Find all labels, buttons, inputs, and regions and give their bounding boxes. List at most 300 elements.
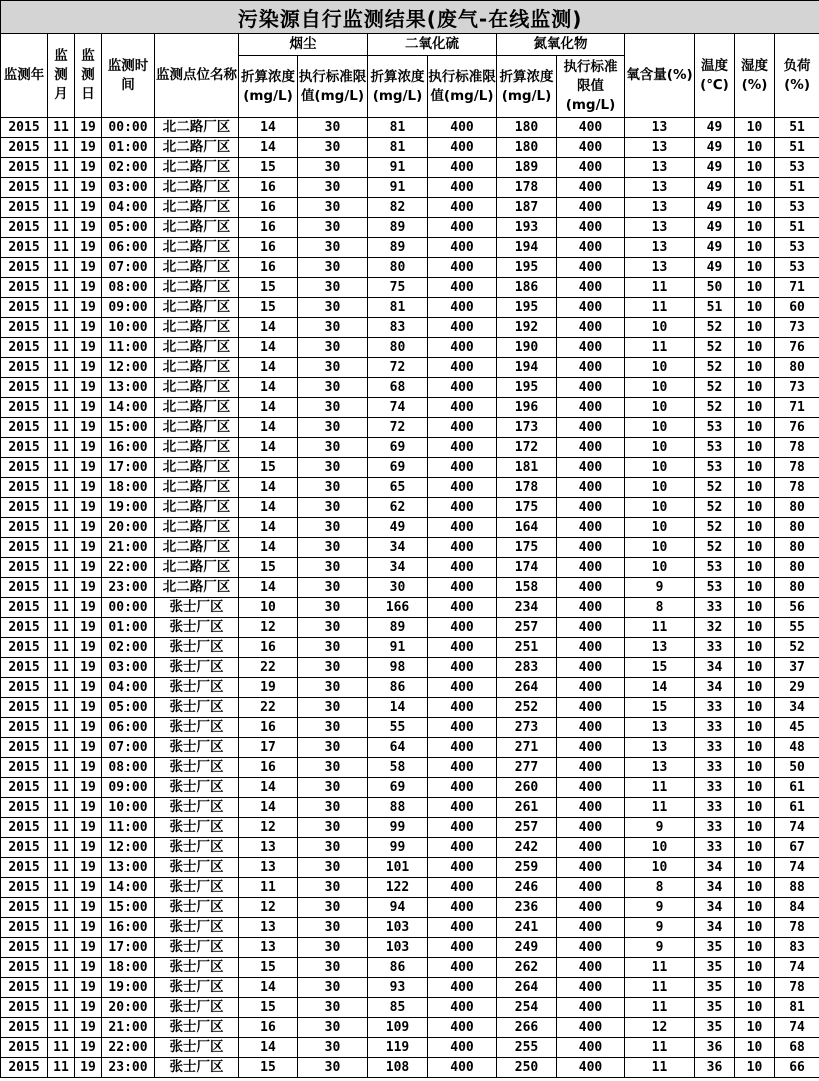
cell-smoke-limit: 30 [298, 258, 368, 278]
table-row [1, 238, 819, 258]
cell-nox-conc: 259 [497, 858, 557, 878]
cell-location: 北二路厂区 [155, 338, 239, 358]
cell-day: 19 [75, 318, 102, 338]
cell-so2-limit: 400 [428, 978, 497, 998]
cell-humidity: 10 [735, 958, 775, 978]
cell-humidity: 10 [735, 338, 775, 358]
cell-day: 19 [75, 638, 102, 658]
cell-year: 2015 [1, 718, 48, 738]
cell-year: 2015 [1, 938, 48, 958]
cell-oxygen: 13 [625, 638, 695, 658]
cell-smoke-conc: 10 [239, 598, 298, 618]
cell-day: 19 [75, 518, 102, 538]
cell-smoke-conc: 14 [239, 318, 298, 338]
cell-oxygen: 11 [625, 978, 695, 998]
cell-smoke-limit: 30 [298, 418, 368, 438]
cell-so2-limit: 400 [428, 1038, 497, 1058]
cell-location: 北二路厂区 [155, 358, 239, 378]
cell-humidity: 10 [735, 458, 775, 478]
cell-nox-conc: 250 [497, 1058, 557, 1078]
cell-humidity: 10 [735, 758, 775, 778]
cell-load: 74 [775, 818, 819, 838]
table-row [1, 338, 819, 358]
cell-location: 张士厂区 [155, 1038, 239, 1058]
cell-so2-limit: 400 [428, 938, 497, 958]
cell-nox-limit: 400 [557, 358, 625, 378]
cell-so2-limit: 400 [428, 238, 497, 258]
table-row [1, 738, 819, 758]
cell-oxygen: 10 [625, 438, 695, 458]
table-row [1, 898, 819, 918]
cell-load: 78 [775, 918, 819, 938]
cell-so2-limit: 400 [428, 318, 497, 338]
cell-smoke-limit: 30 [298, 538, 368, 558]
cell-time: 22:00 [102, 558, 155, 578]
cell-oxygen: 10 [625, 358, 695, 378]
cell-load: 66 [775, 1058, 819, 1078]
cell-smoke-conc: 14 [239, 978, 298, 998]
cell-so2-conc: 86 [368, 958, 428, 978]
cell-smoke-conc: 14 [239, 478, 298, 498]
cell-so2-limit: 400 [428, 1018, 497, 1038]
cell-nox-limit: 400 [557, 818, 625, 838]
cell-oxygen: 10 [625, 858, 695, 878]
table-row [1, 498, 819, 518]
cell-time: 10:00 [102, 318, 155, 338]
cell-year: 2015 [1, 298, 48, 318]
cell-load: 53 [775, 238, 819, 258]
cell-location: 北二路厂区 [155, 438, 239, 458]
cell-day: 19 [75, 898, 102, 918]
cell-time: 14:00 [102, 878, 155, 898]
cell-temperature: 52 [695, 478, 735, 498]
cell-so2-limit: 400 [428, 1058, 497, 1078]
table-row [1, 1038, 819, 1058]
cell-humidity: 10 [735, 598, 775, 618]
table-title: 污染源自行监测结果(废气-在线监测) [1, 1, 819, 34]
cell-nox-conc: 189 [497, 158, 557, 178]
cell-oxygen: 9 [625, 818, 695, 838]
cell-nox-limit: 400 [557, 638, 625, 658]
cell-nox-limit: 400 [557, 238, 625, 258]
cell-month: 11 [48, 478, 75, 498]
cell-so2-conc: 69 [368, 458, 428, 478]
cell-smoke-conc: 13 [239, 858, 298, 878]
cell-year: 2015 [1, 498, 48, 518]
cell-temperature: 33 [695, 758, 735, 778]
cell-oxygen: 11 [625, 298, 695, 318]
cell-temperature: 53 [695, 438, 735, 458]
cell-year: 2015 [1, 518, 48, 538]
cell-smoke-conc: 16 [239, 638, 298, 658]
cell-month: 11 [48, 518, 75, 538]
cell-temperature: 52 [695, 398, 735, 418]
cell-smoke-conc: 14 [239, 398, 298, 418]
cell-humidity: 10 [735, 178, 775, 198]
cell-oxygen: 11 [625, 998, 695, 1018]
cell-load: 53 [775, 198, 819, 218]
cell-temperature: 52 [695, 498, 735, 518]
cell-year: 2015 [1, 158, 48, 178]
cell-oxygen: 10 [625, 418, 695, 438]
cell-day: 19 [75, 958, 102, 978]
table-row [1, 298, 819, 318]
cell-day: 19 [75, 938, 102, 958]
cell-humidity: 10 [735, 738, 775, 758]
cell-temperature: 34 [695, 898, 735, 918]
cell-time: 11:00 [102, 338, 155, 358]
cell-smoke-limit: 30 [298, 478, 368, 498]
cell-day: 19 [75, 658, 102, 678]
cell-temperature: 33 [695, 798, 735, 818]
cell-smoke-conc: 19 [239, 678, 298, 698]
cell-time: 21:00 [102, 1018, 155, 1038]
cell-oxygen: 13 [625, 118, 695, 138]
cell-nox-limit: 400 [557, 658, 625, 678]
cell-smoke-limit: 30 [298, 298, 368, 318]
cell-load: 80 [775, 538, 819, 558]
cell-month: 11 [48, 738, 75, 758]
cell-smoke-limit: 30 [298, 158, 368, 178]
cell-smoke-conc: 16 [239, 758, 298, 778]
cell-month: 11 [48, 858, 75, 878]
cell-location: 北二路厂区 [155, 378, 239, 398]
cell-location: 北二路厂区 [155, 278, 239, 298]
header-so2-conc: 折算浓度(mg/L) [368, 56, 428, 118]
cell-day: 19 [75, 378, 102, 398]
cell-smoke-limit: 30 [298, 718, 368, 738]
cell-smoke-limit: 30 [298, 498, 368, 518]
cell-nox-limit: 400 [557, 798, 625, 818]
cell-load: 71 [775, 398, 819, 418]
cell-nox-limit: 400 [557, 518, 625, 538]
cell-time: 20:00 [102, 998, 155, 1018]
cell-so2-limit: 400 [428, 738, 497, 758]
cell-time: 15:00 [102, 898, 155, 918]
cell-smoke-conc: 16 [239, 218, 298, 238]
cell-time: 18:00 [102, 958, 155, 978]
cell-nox-conc: 254 [497, 998, 557, 1018]
cell-humidity: 10 [735, 558, 775, 578]
header-time: 监测时间 [102, 34, 155, 118]
cell-smoke-conc: 12 [239, 898, 298, 918]
cell-nox-conc: 277 [497, 758, 557, 778]
cell-smoke-conc: 14 [239, 358, 298, 378]
cell-nox-limit: 400 [557, 138, 625, 158]
cell-load: 51 [775, 218, 819, 238]
cell-nox-conc: 246 [497, 878, 557, 898]
cell-time: 18:00 [102, 478, 155, 498]
cell-day: 19 [75, 878, 102, 898]
cell-year: 2015 [1, 178, 48, 198]
cell-location: 北二路厂区 [155, 538, 239, 558]
cell-day: 19 [75, 238, 102, 258]
cell-day: 19 [75, 858, 102, 878]
cell-oxygen: 14 [625, 678, 695, 698]
cell-so2-limit: 400 [428, 878, 497, 898]
cell-time: 04:00 [102, 678, 155, 698]
cell-load: 74 [775, 958, 819, 978]
cell-load: 53 [775, 258, 819, 278]
cell-day: 19 [75, 278, 102, 298]
cell-location: 张士厂区 [155, 678, 239, 698]
cell-day: 19 [75, 298, 102, 318]
cell-month: 11 [48, 658, 75, 678]
cell-temperature: 33 [695, 698, 735, 718]
cell-nox-limit: 400 [557, 598, 625, 618]
cell-nox-limit: 400 [557, 678, 625, 698]
cell-temperature: 33 [695, 598, 735, 618]
cell-so2-limit: 400 [428, 678, 497, 698]
cell-nox-conc: 257 [497, 818, 557, 838]
cell-time: 06:00 [102, 718, 155, 738]
cell-humidity: 10 [735, 478, 775, 498]
cell-load: 73 [775, 318, 819, 338]
cell-location: 北二路厂区 [155, 238, 239, 258]
cell-smoke-conc: 12 [239, 618, 298, 638]
cell-nox-conc: 194 [497, 238, 557, 258]
cell-year: 2015 [1, 958, 48, 978]
cell-temperature: 49 [695, 218, 735, 238]
cell-oxygen: 10 [625, 378, 695, 398]
cell-smoke-limit: 30 [298, 558, 368, 578]
cell-nox-limit: 400 [557, 298, 625, 318]
cell-nox-limit: 400 [557, 458, 625, 478]
cell-so2-conc: 82 [368, 198, 428, 218]
cell-year: 2015 [1, 838, 48, 858]
cell-time: 05:00 [102, 698, 155, 718]
cell-so2-limit: 400 [428, 718, 497, 738]
cell-location: 北二路厂区 [155, 198, 239, 218]
cell-location: 北二路厂区 [155, 318, 239, 338]
cell-load: 51 [775, 118, 819, 138]
table-row [1, 658, 819, 678]
cell-temperature: 33 [695, 738, 735, 758]
cell-year: 2015 [1, 538, 48, 558]
cell-load: 78 [775, 438, 819, 458]
cell-location: 张士厂区 [155, 918, 239, 938]
cell-so2-limit: 400 [428, 398, 497, 418]
cell-day: 19 [75, 618, 102, 638]
cell-so2-conc: 30 [368, 578, 428, 598]
cell-year: 2015 [1, 798, 48, 818]
cell-nox-conc: 264 [497, 678, 557, 698]
cell-time: 08:00 [102, 758, 155, 778]
cell-so2-conc: 34 [368, 558, 428, 578]
cell-so2-limit: 400 [428, 338, 497, 358]
cell-load: 50 [775, 758, 819, 778]
cell-nox-limit: 400 [557, 878, 625, 898]
header-day: 监测日 [75, 34, 102, 118]
cell-year: 2015 [1, 658, 48, 678]
cell-smoke-limit: 30 [298, 678, 368, 698]
cell-humidity: 10 [735, 898, 775, 918]
cell-so2-conc: 14 [368, 698, 428, 718]
cell-nox-limit: 400 [557, 198, 625, 218]
cell-smoke-limit: 30 [298, 938, 368, 958]
cell-humidity: 10 [735, 198, 775, 218]
cell-location: 张士厂区 [155, 858, 239, 878]
cell-month: 11 [48, 118, 75, 138]
cell-location: 张士厂区 [155, 838, 239, 858]
cell-oxygen: 10 [625, 558, 695, 578]
cell-location: 张士厂区 [155, 778, 239, 798]
cell-location: 张士厂区 [155, 878, 239, 898]
cell-location: 北二路厂区 [155, 478, 239, 498]
cell-temperature: 33 [695, 778, 735, 798]
cell-month: 11 [48, 378, 75, 398]
cell-so2-limit: 400 [428, 258, 497, 278]
cell-so2-limit: 400 [428, 438, 497, 458]
table-row [1, 358, 819, 378]
cell-smoke-limit: 30 [298, 238, 368, 258]
cell-nox-conc: 178 [497, 178, 557, 198]
cell-month: 11 [48, 598, 75, 618]
cell-load: 83 [775, 938, 819, 958]
cell-day: 19 [75, 718, 102, 738]
header-humidity: 湿度(%) [735, 34, 775, 118]
cell-month: 11 [48, 538, 75, 558]
cell-nox-conc: 195 [497, 298, 557, 318]
cell-smoke-conc: 14 [239, 338, 298, 358]
cell-year: 2015 [1, 238, 48, 258]
cell-year: 2015 [1, 258, 48, 278]
cell-smoke-limit: 30 [298, 398, 368, 418]
header-month: 监测月 [48, 34, 75, 118]
cell-humidity: 10 [735, 698, 775, 718]
cell-nox-conc: 192 [497, 318, 557, 338]
cell-year: 2015 [1, 918, 48, 938]
cell-nox-limit: 400 [557, 758, 625, 778]
cell-humidity: 10 [735, 118, 775, 138]
cell-nox-limit: 400 [557, 1018, 625, 1038]
cell-temperature: 36 [695, 1058, 735, 1078]
cell-so2-conc: 72 [368, 418, 428, 438]
cell-so2-limit: 400 [428, 958, 497, 978]
cell-smoke-limit: 30 [298, 198, 368, 218]
cell-temperature: 35 [695, 958, 735, 978]
cell-load: 74 [775, 1018, 819, 1038]
cell-day: 19 [75, 558, 102, 578]
cell-year: 2015 [1, 778, 48, 798]
cell-load: 51 [775, 178, 819, 198]
cell-time: 16:00 [102, 438, 155, 458]
cell-nox-conc: 181 [497, 458, 557, 478]
cell-so2-limit: 400 [428, 698, 497, 718]
cell-location: 北二路厂区 [155, 158, 239, 178]
cell-nox-conc: 172 [497, 438, 557, 458]
cell-year: 2015 [1, 118, 48, 138]
cell-location: 北二路厂区 [155, 578, 239, 598]
cell-smoke-limit: 30 [298, 998, 368, 1018]
header-oxygen: 氧含量(%) [625, 34, 695, 118]
cell-day: 19 [75, 738, 102, 758]
cell-nox-conc: 195 [497, 378, 557, 398]
cell-humidity: 10 [735, 978, 775, 998]
table-row [1, 1018, 819, 1038]
cell-oxygen: 10 [625, 538, 695, 558]
cell-month: 11 [48, 1018, 75, 1038]
cell-temperature: 49 [695, 118, 735, 138]
cell-humidity: 10 [735, 918, 775, 938]
cell-year: 2015 [1, 378, 48, 398]
cell-month: 11 [48, 358, 75, 378]
cell-month: 11 [48, 698, 75, 718]
cell-month: 11 [48, 578, 75, 598]
cell-smoke-conc: 13 [239, 918, 298, 938]
cell-oxygen: 8 [625, 878, 695, 898]
cell-so2-limit: 400 [428, 618, 497, 638]
cell-so2-conc: 91 [368, 178, 428, 198]
table-row [1, 398, 819, 418]
table-row [1, 438, 819, 458]
cell-humidity: 10 [735, 878, 775, 898]
cell-oxygen: 13 [625, 258, 695, 278]
cell-smoke-limit: 30 [298, 778, 368, 798]
cell-month: 11 [48, 158, 75, 178]
cell-time: 22:00 [102, 1038, 155, 1058]
table-row [1, 1058, 819, 1078]
cell-day: 19 [75, 838, 102, 858]
cell-location: 北二路厂区 [155, 258, 239, 278]
cell-temperature: 34 [695, 918, 735, 938]
cell-location: 北二路厂区 [155, 518, 239, 538]
header-smoke-limit: 执行标准限值(mg/L) [298, 56, 368, 118]
cell-nox-limit: 400 [557, 978, 625, 998]
cell-month: 11 [48, 758, 75, 778]
cell-oxygen: 10 [625, 518, 695, 538]
cell-oxygen: 13 [625, 758, 695, 778]
cell-day: 19 [75, 598, 102, 618]
cell-oxygen: 15 [625, 658, 695, 678]
cell-nox-limit: 400 [557, 478, 625, 498]
cell-time: 17:00 [102, 458, 155, 478]
table-row [1, 618, 819, 638]
cell-time: 15:00 [102, 418, 155, 438]
cell-nox-conc: 260 [497, 778, 557, 798]
cell-year: 2015 [1, 618, 48, 638]
cell-nox-limit: 400 [557, 998, 625, 1018]
cell-location: 张士厂区 [155, 1058, 239, 1078]
cell-so2-limit: 400 [428, 758, 497, 778]
cell-oxygen: 11 [625, 1058, 695, 1078]
cell-smoke-limit: 30 [298, 618, 368, 638]
cell-smoke-limit: 30 [298, 458, 368, 478]
table-row [1, 558, 819, 578]
cell-load: 80 [775, 518, 819, 538]
cell-nox-limit: 400 [557, 318, 625, 338]
cell-oxygen: 10 [625, 838, 695, 858]
cell-month: 11 [48, 198, 75, 218]
header-smoke-group: 烟尘 [239, 34, 368, 56]
header-load: 负荷(%) [775, 34, 819, 118]
cell-nox-limit: 400 [557, 1038, 625, 1058]
cell-smoke-conc: 12 [239, 818, 298, 838]
cell-year: 2015 [1, 898, 48, 918]
cell-time: 01:00 [102, 138, 155, 158]
cell-time: 20:00 [102, 518, 155, 538]
cell-nox-conc: 261 [497, 798, 557, 818]
cell-load: 61 [775, 778, 819, 798]
cell-temperature: 52 [695, 338, 735, 358]
cell-smoke-limit: 30 [298, 518, 368, 538]
cell-smoke-conc: 14 [239, 378, 298, 398]
cell-month: 11 [48, 418, 75, 438]
cell-day: 19 [75, 118, 102, 138]
cell-month: 11 [48, 918, 75, 938]
cell-location: 北二路厂区 [155, 298, 239, 318]
cell-smoke-conc: 14 [239, 418, 298, 438]
